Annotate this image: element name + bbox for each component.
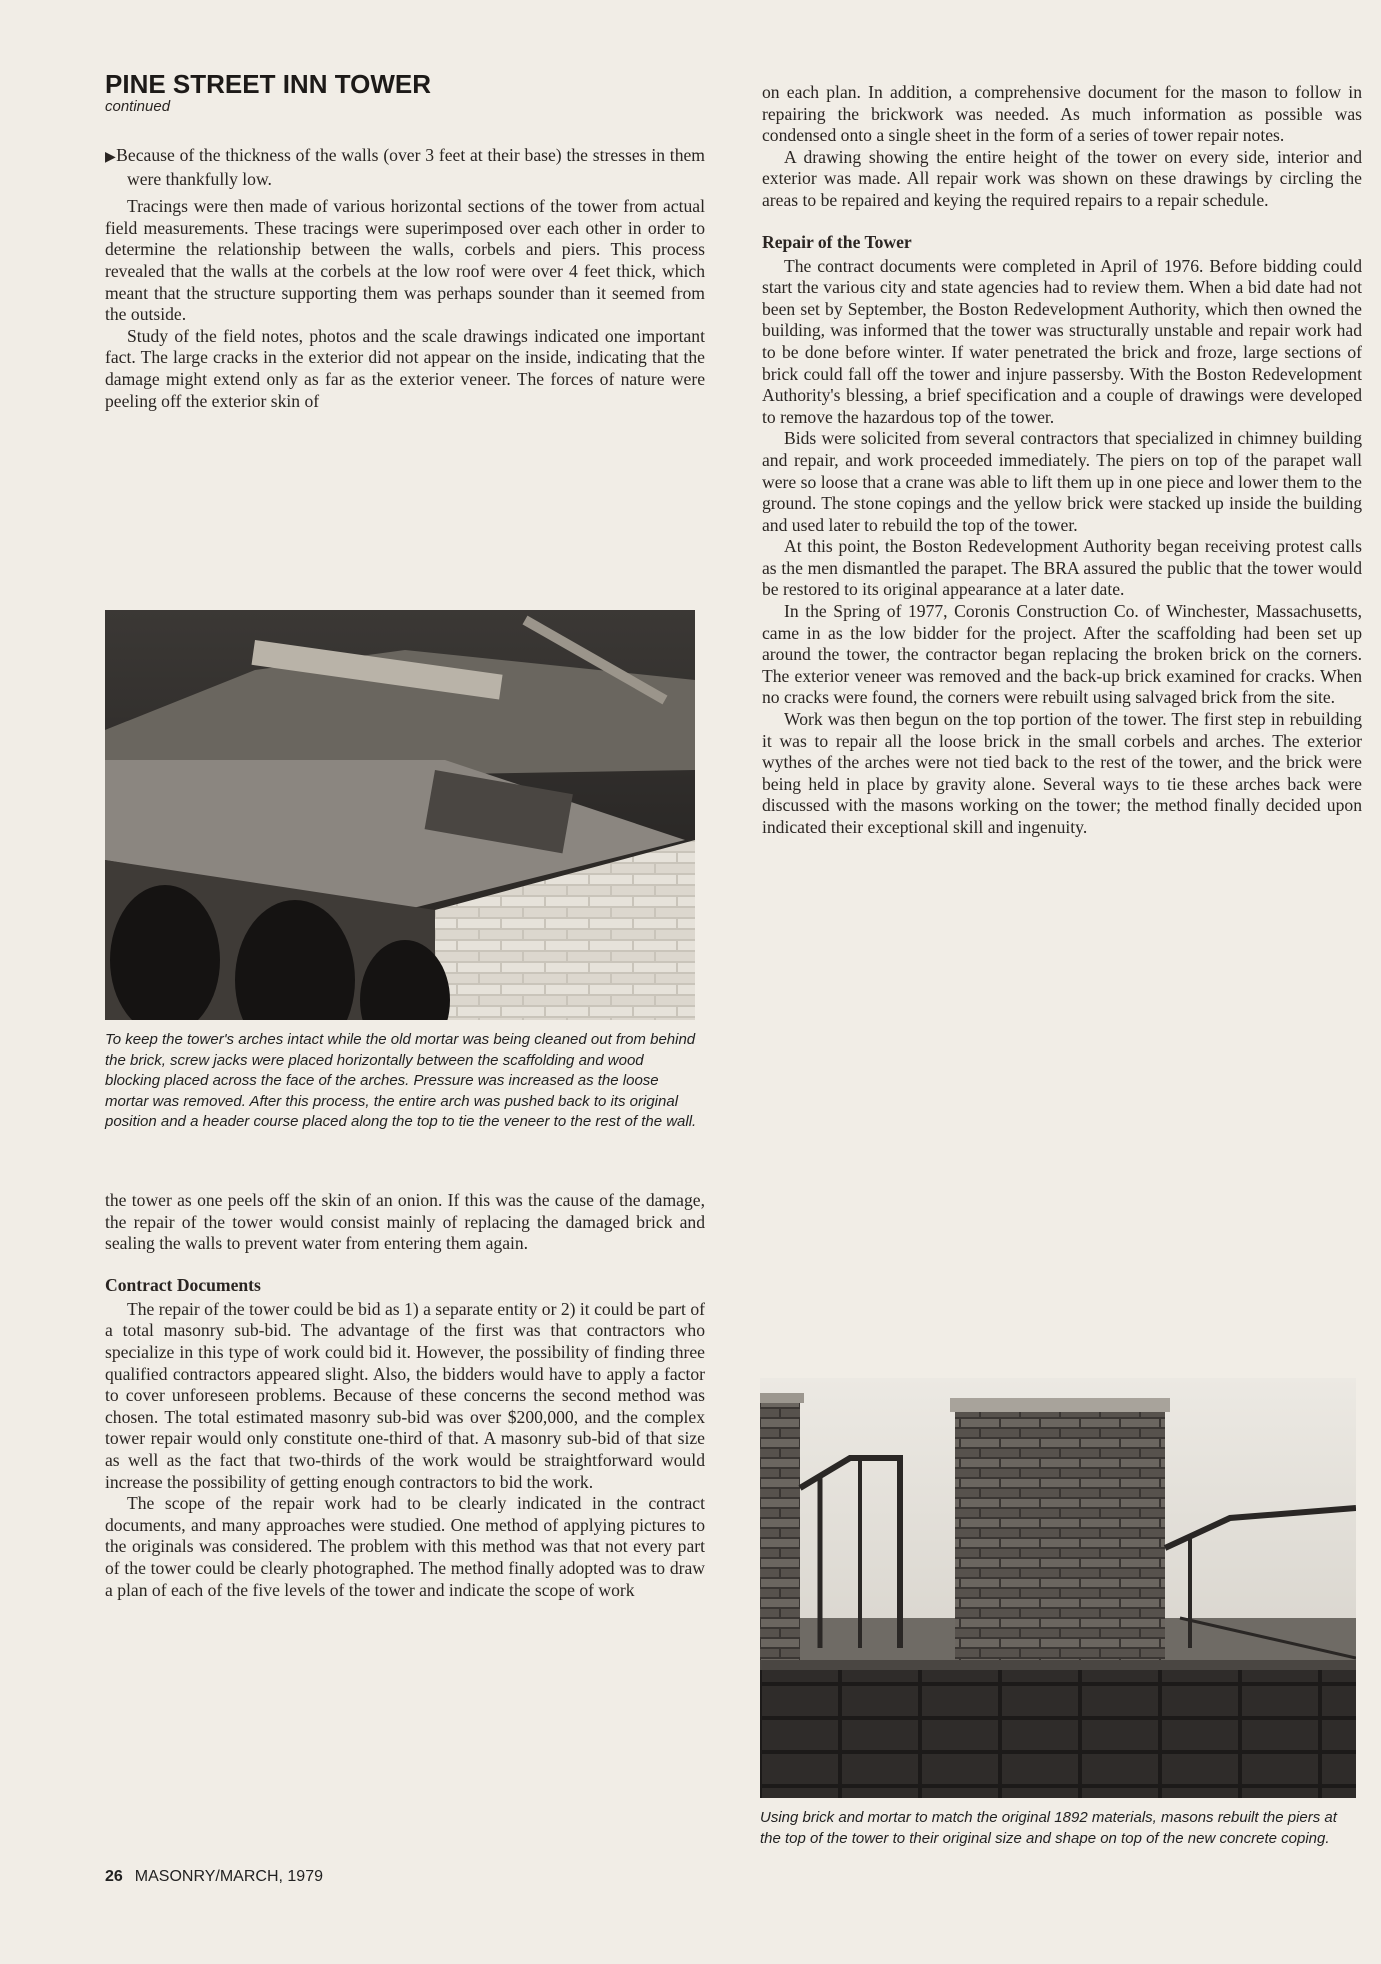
continuation-arrow-icon: ▶ [105, 150, 117, 165]
photo-caption-1: To keep the tower's arches intact while the old mortar was being cleaned out from behind the brick, screw jacks were placed horizontally between the scaffolding and wood blocking placed across the face of the arches. Pressure was increased as the loose mortar was removed. After this process, the entire arch was pushed back to its original position and a header course placed along the top to tie the veneer to the rest of the wall. [105, 1031, 697, 1130]
rebuilt-piers-photo [760, 1378, 1356, 1798]
arch-scaffolding-photo [105, 610, 695, 1020]
page-number: 26 [105, 1868, 123, 1885]
page-footer [105, 1868, 323, 1886]
left-paragraph-4: the tower as one peels off the skin of an onion. If this was the cause of the damage, the repair of the tower would consist mainly of replacing the damaged brick and sealing the walls to prevent water from entering them again. [105, 1190, 705, 1254]
left-paragraph-1: ▶Because of the thickness of the walls (over 3 feet at their base) the stresses in them were thankfully low. [105, 145, 705, 189]
right-paragraph-5: At this point, the Boston Redevelopment Authority began receiving protest calls as the men dismantled the parapet. The BRA assured the public that the tower would be restored to its original appearance at a later date. [762, 536, 1362, 600]
left-paragraph-3: Study of the field notes, photos and the scale drawings indicated one important fact. The large cracks in the exterior did not appear on the inside, indicating that the damage might extend only as far as the exterior veneer. The forces of nature were peeling off the exterior skin of [105, 325, 705, 411]
article-title: PINE STREET INN TOWER [105, 69, 431, 99]
left-paragraph-6: The scope of the repair work had to be clearly indicated in the contract documents, and many approaches were studied. One method of applying pictures to the originals was considered. The problem with this method was that not every part of the tower could be clearly photographed. The method finally adopted was to draw a plan of each of the five levels of the tower and indicate the scope of work [105, 1493, 705, 1600]
right-paragraph-3: The contract documents were completed in April of 1976. Before bidding could start the various city and state agencies had to review them. When a bid date had not been set by September, the Boston Redevelopment Authority, which then owned the building, was informed that the tower was structurally unstable and repair work had to be done before winter. If water penetrated the brick and froze, large sections of brick could fall off the tower and injure passersby. With the Boston Redevelopment Authority's blessing, a brief specification and a couple of drawings were developed to remove the hazardous top of the tower. [762, 255, 1362, 427]
left-column [105, 70, 705, 412]
right-paragraph-6: In the Spring of 1977, Coronis Construction Co. of Winchester, Massachusetts, came in as the low bidder for the project. After the scaffolding had been set up around the tower, the contractor began replacing the broken brick on the corners. The exterior veneer was removed and the back-up brick examined for cracks. When no cracks were found, the corners were rebuilt using salvaged brick from the site. [762, 601, 1362, 708]
right-paragraph-1: on each plan. In addition, a comprehensive document for the mason to follow in repairing the brickwork was needed. As much information as possible was condensed onto a single sheet in the form of a series of tower repair notes. [762, 82, 1362, 146]
publication-line: MASONRY/MARCH, 1979 [134, 1868, 323, 1885]
brick-wall-illustration [105, 610, 695, 1020]
continued-label: continued [105, 98, 171, 115]
right-paragraph-7: Work was then begun on the top portion of the tower. The first step in rebuilding it was to repair all the loose brick in the small corbels and arches. The exterior wythes of the arches were not tied back to the rest of the tower, and the brick were being held in place by gravity alone. Several ways to tie these arches back were discussed with the masons working on the tower; the method finally decided upon indicated their exceptional skill and ingenuity. [762, 709, 1362, 837]
left-paragraph-5: The repair of the tower could be bid as 1) a separate entity or 2) it could be part of a total masonry sub-bid. The advantage of the first was that contractors who specialize in this type of work could bid it. However, the possibility of finding three qualified contractors appeared slight. Also, the bidders would have to apply a factor to cover unforeseen problems. Because of these concerns the second method was chosen. The total estimated masonry sub-bid was over $200,000, and the complex tower repair would only constitute one-third of that. A masonry sub-bid of that size as well as the fact that two-thirds of the work would be straightforward would increase the possibility of getting enough contractors to bid the work. [105, 1298, 705, 1492]
right-paragraph-2: A drawing showing the entire height of the tower on every side, interior and exterior was made. All repair work was shown on these drawings by circling the areas to be repaired and keying the required repairs to a repair schedule. [762, 146, 1362, 210]
photo-caption-2: Using brick and mortar to match the original 1892 materials, masons rebuilt the piers at the top of the tower to their original size and shape on top of the new concrete coping. [760, 1809, 1337, 1847]
right-column [762, 82, 1362, 839]
left-column-lower [105, 1190, 705, 1601]
subhead-contract-documents: Contract Documents [105, 1274, 261, 1295]
subhead-repair-of-tower: Repair of the Tower [762, 231, 912, 252]
right-paragraph-4: Bids were solicited from several contractors that specialized in chimney building and repair, and work proceeded immediately. The piers on top of the parapet wall were so loose that a crane was able to lift them up in one piece and lower them to the ground. The stone copings and the yellow brick were stacked up inside the building and used later to rebuild the top of the tower. [762, 428, 1362, 535]
tower-piers-illustration [760, 1378, 1356, 1798]
left-paragraph-2: Tracings were then made of various horizontal sections of the tower from actual field measurements. These tracings were superimposed over each other in order to determine the relationship between the walls, corbels and piers. This process revealed that the walls at the corbels at the low roof were over 4 feet thick, which meant that the structure supporting them was perhaps sounder than it seemed from the outside. [105, 196, 705, 325]
